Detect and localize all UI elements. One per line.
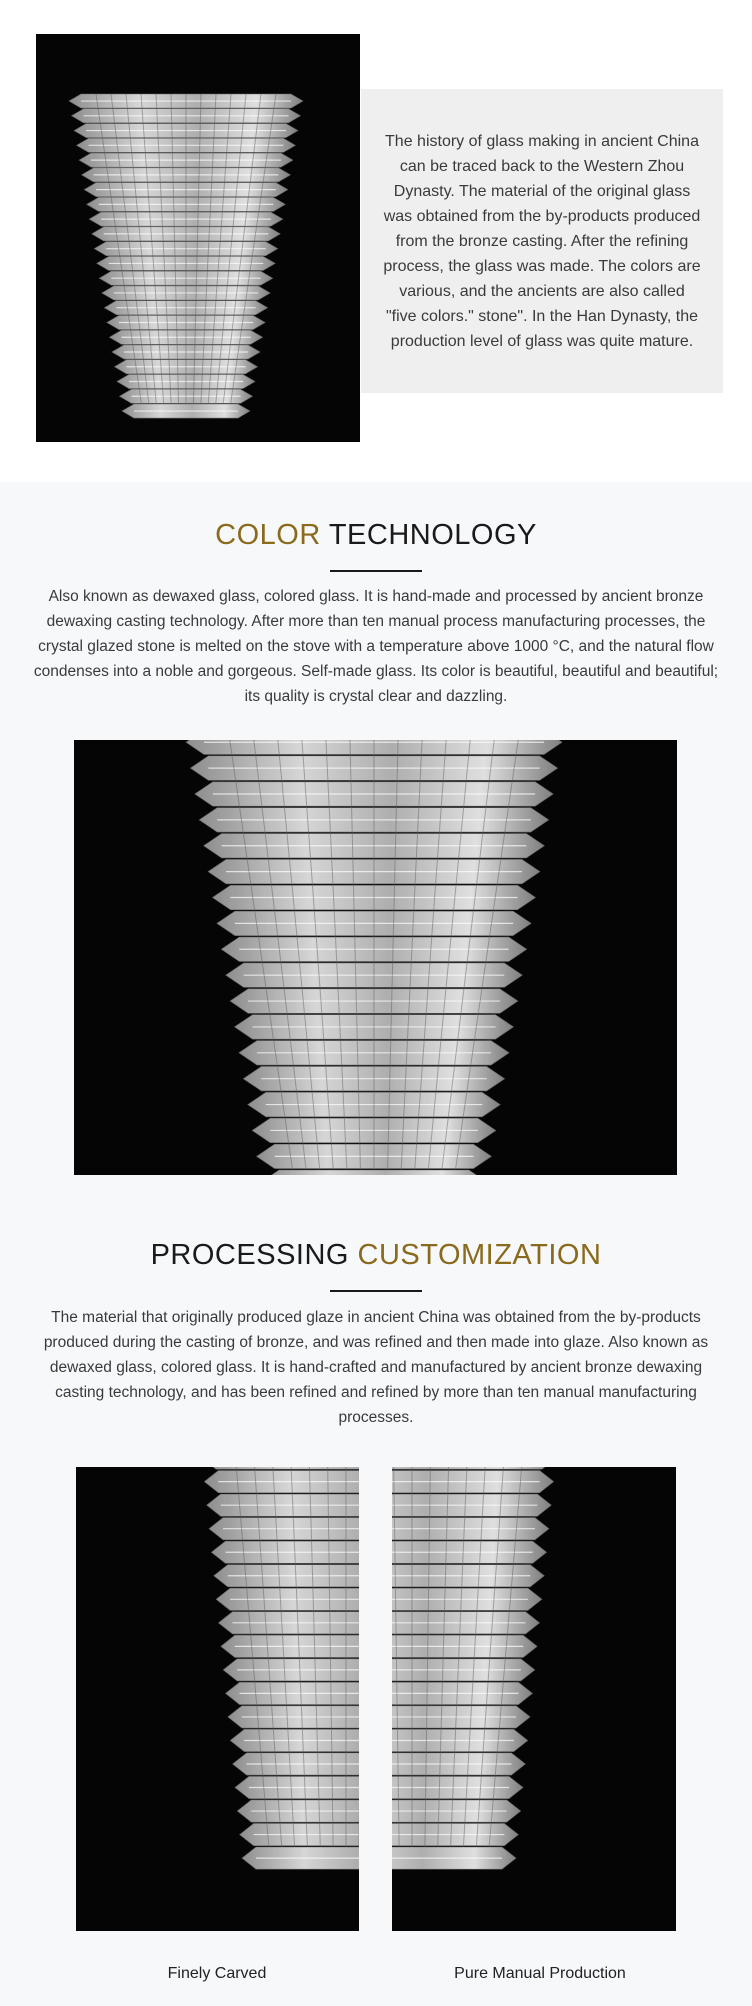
- processing-customization-paragraph: The material that originally produced glaze in ancient China was obtained from the by-products produced during the casting of bronze, and was refined and then made into glaze. Also known as dewaxed glass, colored glass. It is hand-crafted and manufactured by ancient bronze dewaxing casting technology, and has been refined and refined by more than ten manual manufacturing processes.: [43, 1309, 709, 1426]
- title-rest: TECHNOLOGY: [320, 519, 537, 551]
- vase-shape: [69, 94, 303, 418]
- vase-shape: [202, 1467, 359, 1869]
- finely-carved-photo: [76, 1467, 359, 1931]
- title-divider: [330, 570, 422, 572]
- vase-shape: [392, 1467, 556, 1869]
- finely-carved-caption: Finely Carved: [167, 1965, 267, 1982]
- title-accent: COLOR: [215, 519, 321, 551]
- intro-text-box: [361, 89, 723, 393]
- title-accent: CUSTOMIZATION: [357, 1239, 602, 1271]
- vase-closeup-photo: [74, 740, 677, 1175]
- manual-production-photo: [392, 1467, 676, 1931]
- vase-full-photo: [36, 34, 360, 442]
- color-technology-paragraph: Also known as dewaxed glass, colored glass. It is hand-made and processed by ancient bronze dewaxing casting technology. After more than ten manual process manufacturing processes, the crystal glazed stone is melted on the stove with a temperature above 1000 °C, and the natural flow condenses into a noble and gorgeous. Self-made glass. Its color is beautiful, beautiful and beautiful; its quality is crystal clear and dazzling.: [33, 588, 719, 705]
- processing-customization-title: [0, 1239, 752, 1272]
- title-divider: [330, 1290, 422, 1292]
- vase-shape: [186, 740, 562, 1175]
- color-technology-title: [0, 519, 752, 552]
- intro-section: [0, 0, 752, 482]
- manual-production-caption: Pure Manual Production: [454, 1965, 626, 1982]
- intro-paragraph: The history of glass making in ancient China can be traced back to the Western Zhou Dynasty. The material of the original glass was obtained from the by-products produced from the bronze casting. After the refining process, the glass was made. The colors are various, and the ancients are also called "five colors." stone". In the Han Dynasty, the production level of glass was quite mature.: [383, 132, 701, 350]
- title-plain: PROCESSING: [150, 1239, 358, 1271]
